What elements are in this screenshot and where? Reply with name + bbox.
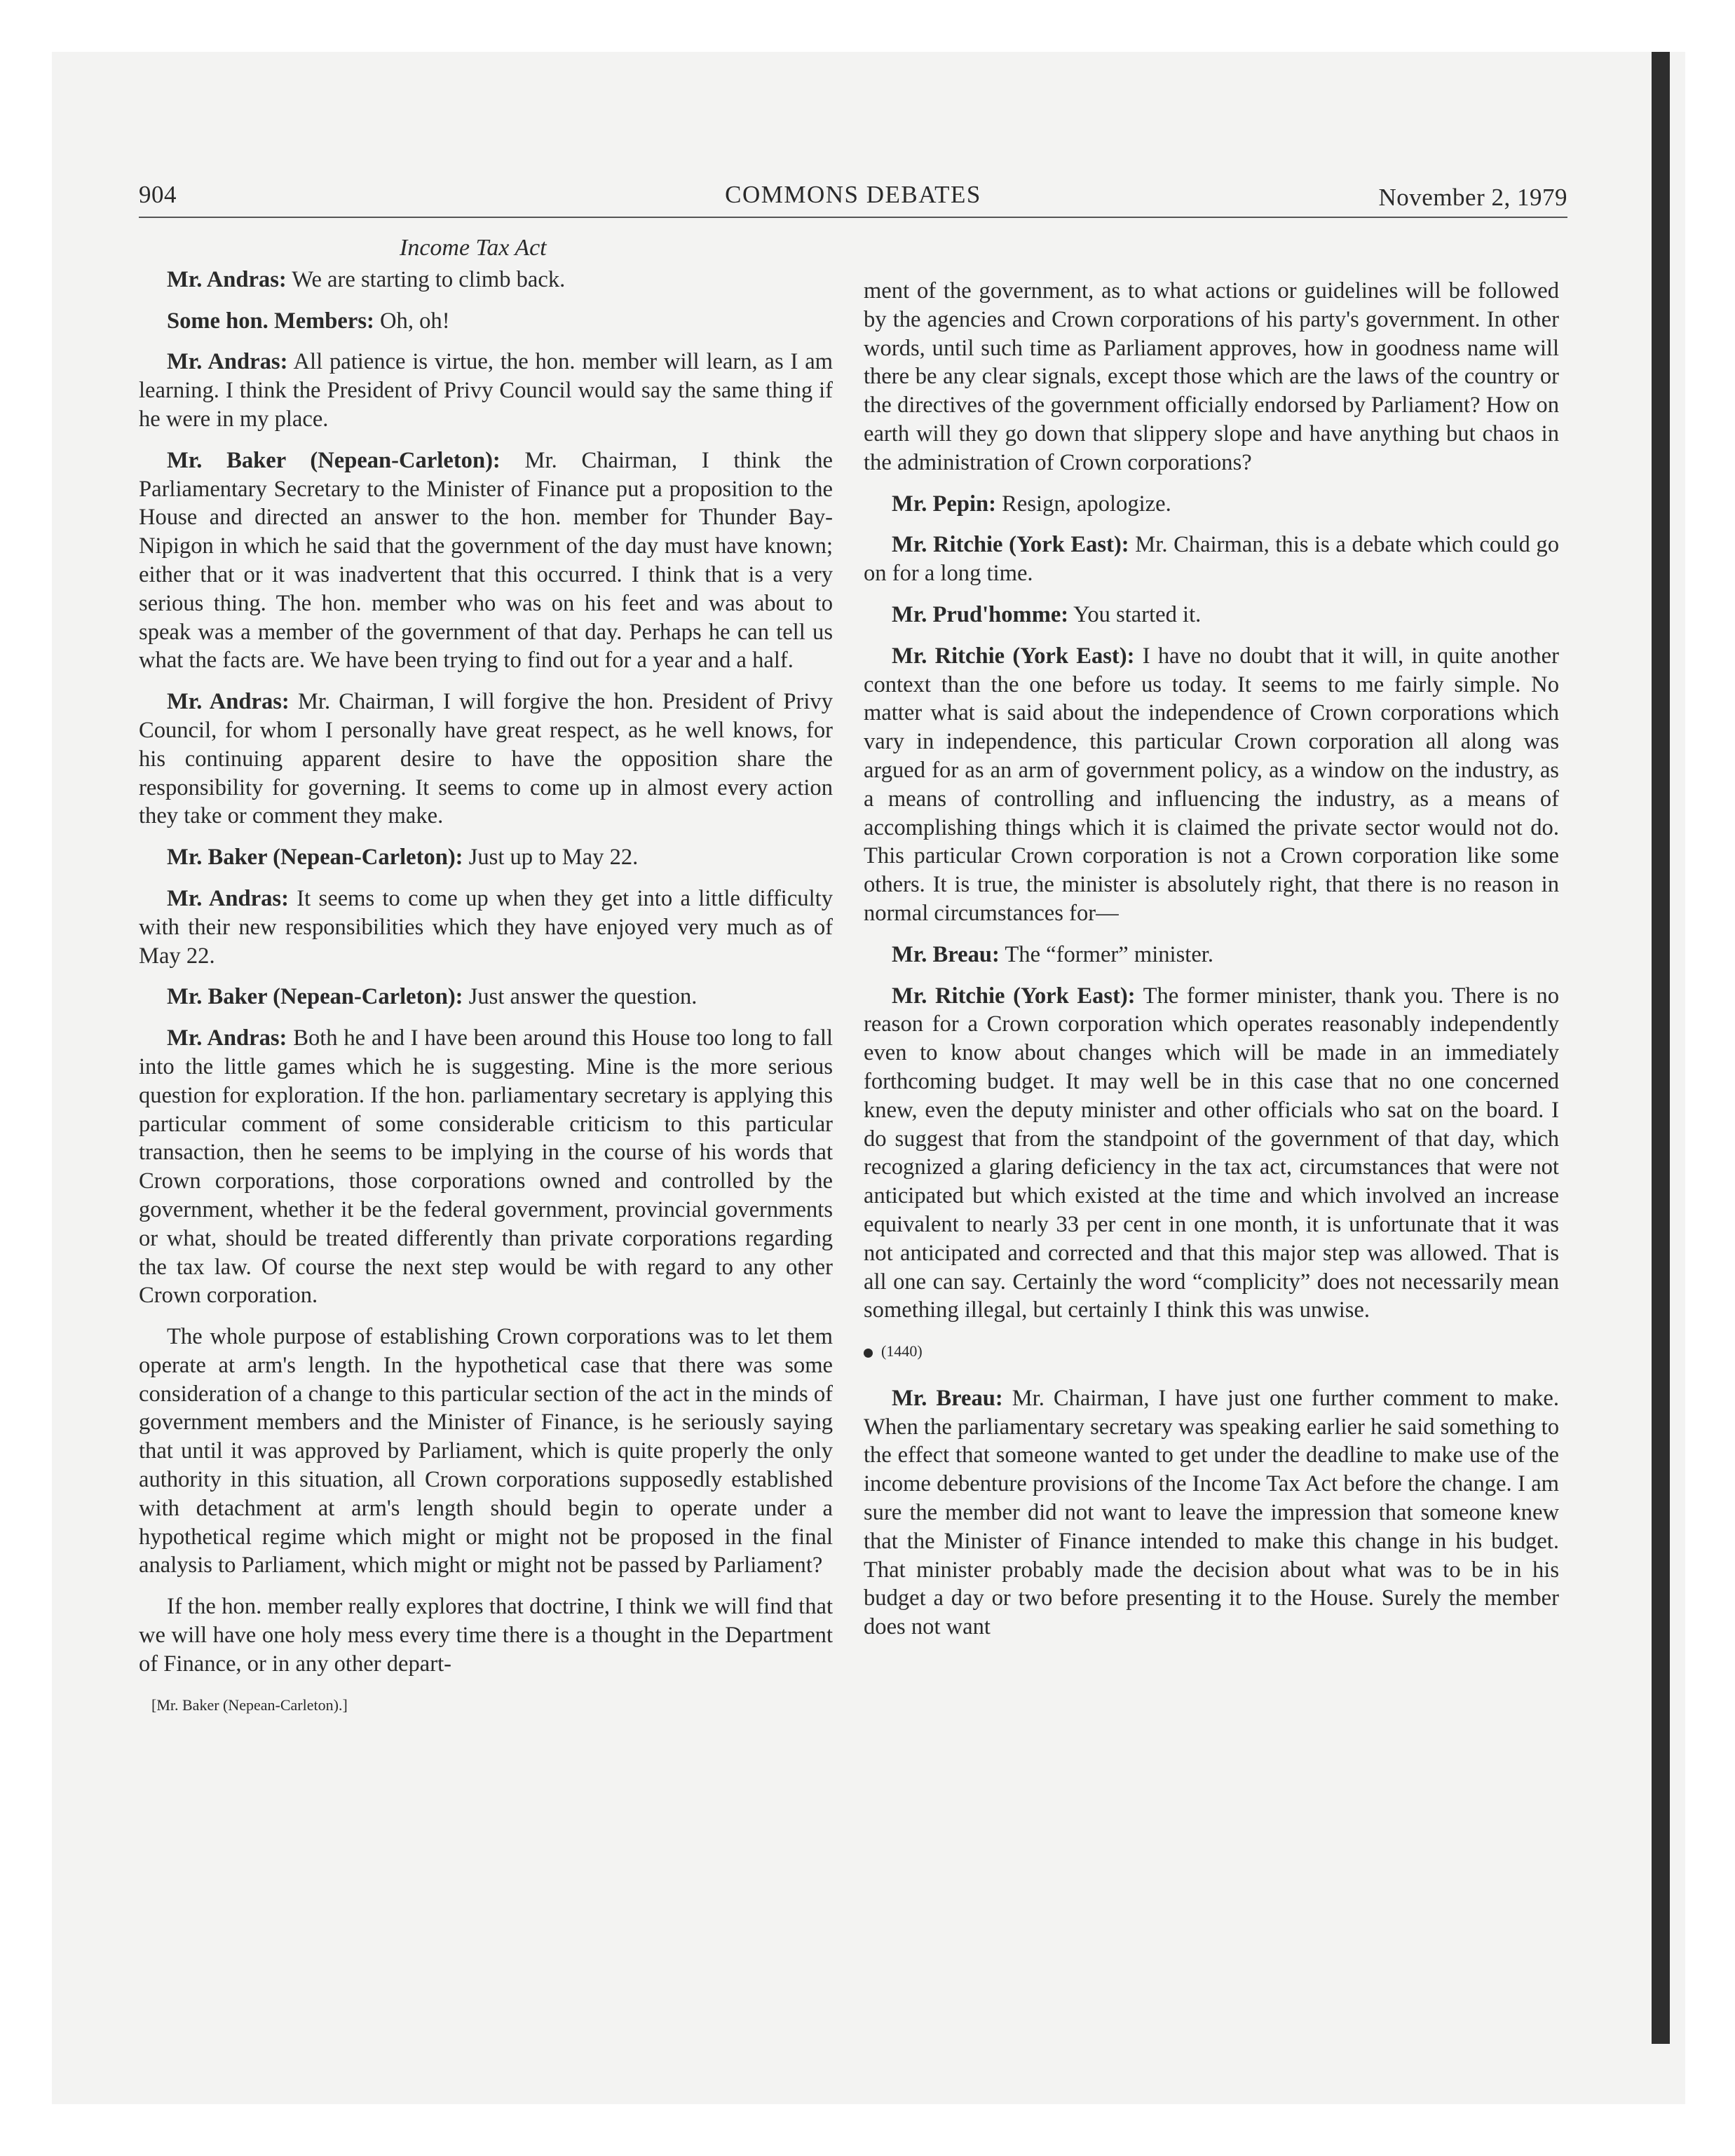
speaker-name: Mr. Breau:	[892, 1385, 1003, 1411]
speaker-name: Mr. Andras:	[167, 266, 287, 292]
speech-text: The “former” minister.	[999, 941, 1213, 967]
speaker-name: Mr. Baker (Nepean-Carleton):	[167, 845, 463, 871]
speech-text: Mr. Chairman, I think the Parliamentary Secretary to the Minister of Finance put a proposition to the House and directed an answer to the hon. member for Thunder Bay-Nipigon in which he said that the government of the day must have known; either that or it was inadvertent that this occurred. I think that is a very serious thing. The hon. member who was on his feet and was about to speak was a member of the government of that day. Perhaps he can tell us what the facts are. We have been trying to find out for a year and a half.	[139, 447, 833, 674]
time-marker-text: (1440)	[881, 1342, 923, 1360]
speaker-name: Mr. Andras:	[167, 1025, 287, 1051]
speech-text: It seems to come up when they get into a little difficulty with their new responsibilities which they have enjoyed very much as of May 22.	[139, 885, 834, 969]
speaker-name: Mr. Ritchie (York East):	[892, 983, 1136, 1009]
speech-paragraph	[139, 348, 833, 433]
speech-text: I have no doubt that it will, in quite another context than the one before us today. It seems to me fairly simple. No matter what is said about the independence of Crown corporations which vary in independence, this particular Crown corporation all along was argued for as an arm of government policy, as a window on the industry, as a means of controlling and influencing the industry, as a means of accomplishing things which it is claimed the private sector would not do. This particular Crown corporation is not a Crown corporation like some others. It is true, the minister is absolutely right, that there is no reason in normal circumstances for—	[864, 643, 1559, 926]
speech-paragraph	[139, 688, 833, 831]
speaker-name: Mr. Prud'homme:	[892, 601, 1069, 627]
publication-title: COMMONS DEBATES	[725, 181, 981, 208]
speech-paragraph	[864, 941, 1559, 969]
speaker-name: Mr. Andras:	[167, 689, 290, 715]
left-column	[139, 234, 833, 1732]
speech-paragraph	[864, 490, 1559, 519]
speech-paragraph	[139, 446, 833, 675]
speech-text: If the hon. member really explores that doctrine, I think we will find that we will have one holy mess every time there is a thought in the Department of Finance, or in any other depart-	[139, 1594, 833, 1677]
speech-paragraph	[864, 982, 1559, 1325]
speaker-name: Mr. Ritchie (York East):	[892, 643, 1135, 669]
speaker-name: Mr. Baker (Nepean-Carleton):	[167, 984, 463, 1010]
speech-text: Oh, oh!	[374, 308, 450, 334]
speech-paragraph	[864, 642, 1559, 928]
speech-paragraph	[139, 307, 833, 336]
speaker-name: Mr. Andras:	[167, 349, 288, 375]
speaker-name: Mr. Ritchie (York East):	[892, 532, 1129, 558]
running-head: Income Tax Act	[400, 235, 547, 261]
speaker-name: Mr. Pepin:	[892, 491, 997, 517]
right-paragraphs	[864, 490, 1559, 1325]
speaker-name: Some hon. Members:	[167, 308, 374, 334]
speech-text: You started it.	[1068, 601, 1202, 627]
footer-note: [Mr. Baker (Nepean-Carleton).]	[151, 1696, 348, 1714]
speech-text: All patience is virtue, the hon. member will learn, as I am learning. I think the President of Privy Council would say the same thing if he were in my place.	[139, 349, 834, 432]
page-header	[139, 181, 1567, 216]
right-paragraphs-end	[864, 1384, 1559, 1642]
left-paragraphs	[139, 266, 833, 1679]
speech-text: We are starting to climb back.	[286, 266, 566, 292]
speech-text: Both he and I have been around this House too long to fall into the little games which he is suggesting. Mine is the more serious question for exploration. If the hon. parliamentary secretary is applying this particular comment of some considerable criticism to this particular transaction, then he seems to be implying in the course of his words that Crown corporations, those corporations owned and controlled by the government, whether it be the federal government, provincial governments or what, should be treated differently than private corporations regarding the tax law. Of course the next step would be with regard to any other Crown corporation.	[139, 1025, 833, 1309]
header-rule	[139, 217, 1567, 218]
time-marker	[864, 1337, 1559, 1366]
speech-paragraph	[864, 601, 1559, 629]
publication-date: November 2, 1979	[1378, 184, 1567, 211]
continued-paragraph: ment of the government, as to what actions or guidelines will be followed by the agencies and Crown corporations of his party's government. In other words, until such time as Parliament approves, how in goodness name will there be any clear signals, except those which are the laws of the country or the directives of the government officially endorsed by Parliament? How on earth will they go down that slippery slope and have anything but chaos in the administration of Crown corporations?	[864, 278, 1559, 475]
speech-text: Mr. Chairman, this is a debate which could go on for a long time.	[864, 532, 1560, 587]
right-column	[864, 277, 1559, 1654]
speaker-name: Mr. Breau:	[892, 941, 1000, 967]
speech-paragraph	[139, 885, 833, 970]
speech-paragraph	[139, 983, 833, 1011]
speech-text: Resign, apologize.	[996, 491, 1171, 517]
speech-paragraph	[139, 266, 833, 294]
speech-paragraph	[864, 531, 1559, 588]
speech-paragraph	[139, 1024, 833, 1310]
speech-paragraph	[139, 843, 833, 872]
scan-edge-bar	[1652, 52, 1670, 2044]
speech-text: Just answer the question.	[463, 984, 698, 1010]
speaker-name: Mr. Baker (Nepean-Carleton):	[167, 447, 501, 473]
speech-text: Mr. Chairman, I will forgive the hon. President of Privy Council, for whom I personally have great respect, as he well knows, for his continuing apparent desire to have the opposition share the responsibility for governing. It seems to come up in almost every action they take or comment they make.	[139, 689, 834, 829]
speaker-name: Mr. Andras:	[167, 885, 289, 911]
speech-text: Just up to May 22.	[463, 845, 639, 871]
page-number: 904	[139, 181, 177, 208]
speech-text: Mr. Chairman, I have just one further comment to make. When the parliamentary secretary was speaking earlier he said something to the effect that someone wanted to get under the deadline to make use of the income debenture provisions of the Income Tax Act before the change. I am sure the member did not want to leave the impression that someone knew that the Minister of Finance intended to make this change in his budget. That minister probably made the decision about what was to be in his budget a day or two before presenting it to the House. Surely the member does not want	[864, 1385, 1559, 1640]
speech-text: The whole purpose of establishing Crown corporations was to let them operate at arm's length. In the hypothetical case that there was some consideration of a change to this particular section of the act in the minds of government members and the Minister of Finance, is he seriously saying that until it was approved by Parliament, which is quite properly the only authority in this situation, all Crown corporations supposedly established with detachment at arm's length should begin to operate under a hypothetical regime which might or might not be proposed in the final analysis to Parliament, which might or might not be passed by Parliament?	[139, 1324, 833, 1578]
speech-text: The former minister, thank you. There is no reason for a Crown corporation which operates reasonably independently even to know about changes which will be made in an immediately forthcoming budget. It may well be in this case that no one concerned knew, even the deputy minister and other officials who sat on the board. I do suggest that from the standpoint of the government of that day, which recognized a glaring deficiency in the tax act, circumstances that were not anticipated but which existed at the time and which involved an increase equivalent to nearly 33 per cent in one month, it is unfortunate that it was not anticipated and corrected and that this major step was allowed. That is all one can say. Certainly the word “complicity” does not necessarily mean something illegal, but certainly I think this was unwise.	[864, 983, 1559, 1323]
speech-paragraph	[139, 1323, 833, 1580]
speech-paragraph	[864, 1384, 1559, 1642]
bullet-icon	[864, 1349, 873, 1358]
speech-paragraph	[139, 1592, 833, 1678]
